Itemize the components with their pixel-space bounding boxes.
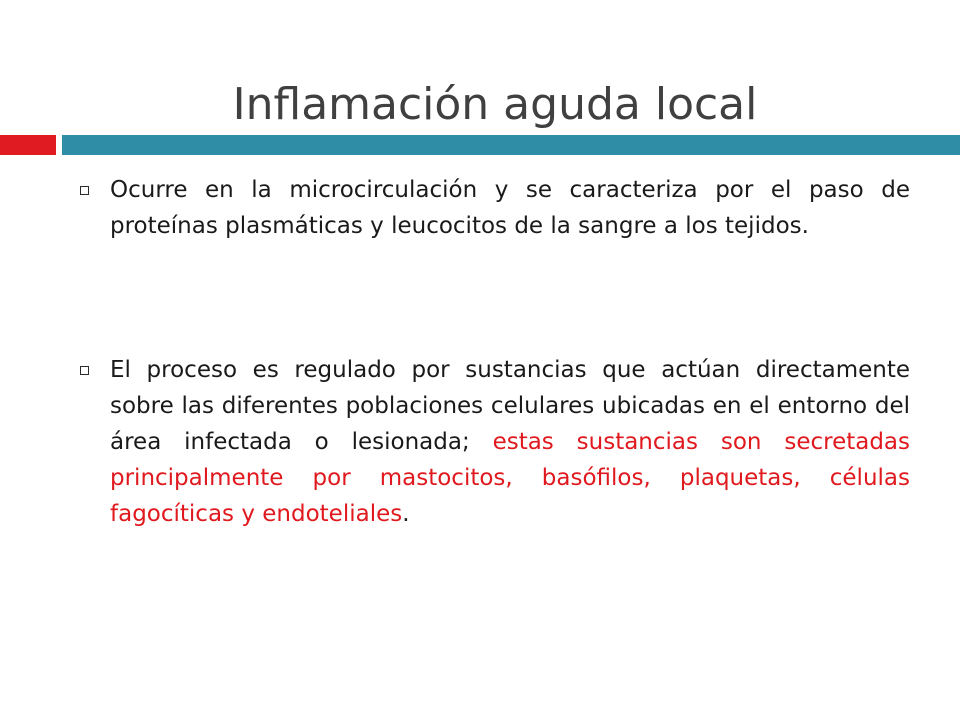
hollow-square-bullet-icon bbox=[80, 366, 89, 375]
title-underline-red-segment bbox=[0, 135, 56, 155]
bullet-1-text: Ocurre en la microcirculación y se caracteriza por el paso de proteínas plasmáticas y leucocitos de la sangre a los tejidos. bbox=[110, 177, 910, 239]
bullet-2-highlighted-text: estas sustancias son secretadas principalmente por mastocitos, basófilos, plaquetas, células fagocíticas y endoteliales bbox=[110, 429, 911, 527]
bullet-2-end-punctuation: . bbox=[402, 501, 410, 527]
title-underline-blue-segment bbox=[62, 135, 960, 155]
hollow-square-bullet-icon bbox=[80, 186, 89, 195]
bullet-2-text bbox=[110, 352, 910, 532]
slide-title: Inflamación aguda local bbox=[232, 79, 758, 131]
bullet-item-1 bbox=[80, 172, 910, 244]
bullet-item-2 bbox=[80, 352, 910, 532]
bullet-2-plain-text: El proceso es regulado por sustancias que actúan directamente sobre las diferentes poblaciones celulares ubicadas en el entorno del área infectada o lesionada; bbox=[110, 357, 910, 455]
